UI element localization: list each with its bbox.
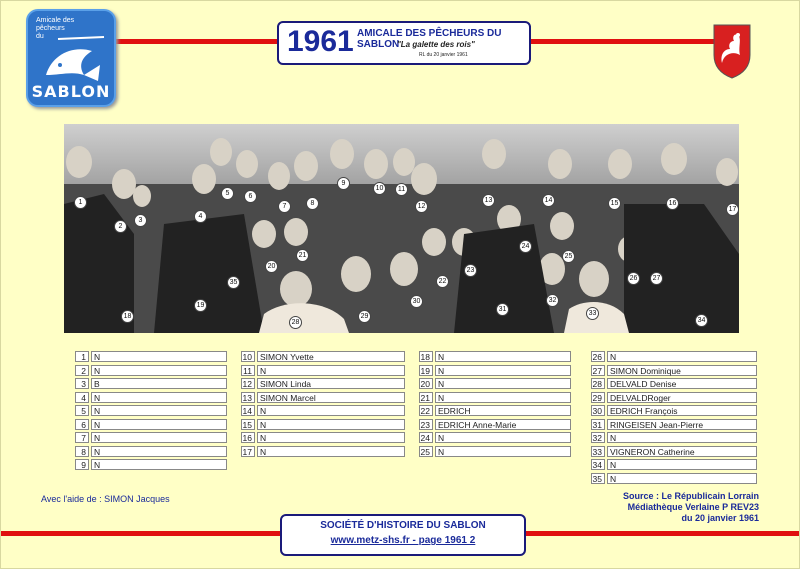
photo-number: 17 xyxy=(726,203,739,216)
source-line-1: Source : Le Républicain Lorrain xyxy=(622,491,759,501)
list-item-number: 6 xyxy=(75,419,89,430)
photo-number: 23 xyxy=(464,264,477,277)
photo-number: 21 xyxy=(296,249,309,262)
list-item-number: 14 xyxy=(241,405,255,416)
list-item-name: EDRICH Anne-Marie xyxy=(435,419,571,430)
photo-number: 30 xyxy=(410,295,423,308)
list-item-name: N xyxy=(91,392,227,403)
list-item-name: SIMON Yvette xyxy=(257,351,405,362)
list-item-number: 15 xyxy=(241,419,255,430)
page-title: AMICALE DES PÊCHEURS DU SABLON xyxy=(357,28,502,50)
list-item-number: 17 xyxy=(241,446,255,457)
photo-number: 8 xyxy=(306,197,319,210)
photo-number: 24 xyxy=(519,240,532,253)
list-item-number: 30 xyxy=(591,405,605,416)
list-item-number: 32 xyxy=(591,432,605,443)
logo-line-3: du xyxy=(36,33,44,40)
list-item-number: 11 xyxy=(241,365,255,376)
list-item-name: EDRICH François xyxy=(607,405,757,416)
list-item-name: N xyxy=(435,365,571,376)
list-item-number: 12 xyxy=(241,378,255,389)
source-line-2: Médiathèque Verlaine P REV23 xyxy=(627,502,759,512)
footer-rule-right xyxy=(520,531,799,536)
source-block xyxy=(601,491,759,524)
list-item-number: 27 xyxy=(591,365,605,376)
list-item-number: 1 xyxy=(75,351,89,362)
photo-number: 28 xyxy=(289,316,302,329)
photo-number: 15 xyxy=(608,197,621,210)
photo-number: 22 xyxy=(436,275,449,288)
photo-number: 32 xyxy=(546,294,559,307)
list-item-number: 34 xyxy=(591,459,605,470)
list-item-name: B xyxy=(91,378,227,389)
source-line-3: du 20 janvier 1961 xyxy=(681,513,759,523)
list-item-name: N xyxy=(91,446,227,457)
list-item-name: N xyxy=(91,351,227,362)
photo-number: 34 xyxy=(695,314,708,327)
list-item-name: SIMON Linda xyxy=(257,378,405,389)
footer-rule-left xyxy=(1,531,283,536)
photo-number: 5 xyxy=(221,187,234,200)
photo-number: 29 xyxy=(358,310,371,323)
list-item-name: DELVALDRoger xyxy=(607,392,757,403)
photo-number: 14 xyxy=(542,194,555,207)
list-item-number: 21 xyxy=(419,392,433,403)
list-item-number: 20 xyxy=(419,378,433,389)
list-item-name: N xyxy=(257,419,405,430)
photo-number: 33 xyxy=(586,307,599,320)
photo-number: 25 xyxy=(562,250,575,263)
list-item-number: 26 xyxy=(591,351,605,362)
list-item-name: N xyxy=(435,432,571,443)
list-item-name: DELVALD Denise xyxy=(607,378,757,389)
list-item-number: 19 xyxy=(419,365,433,376)
list-item-name: SIMON Marcel xyxy=(257,392,405,403)
list-item-name: N xyxy=(607,432,757,443)
list-item-name: EDRICH xyxy=(435,405,571,416)
logo-name: SABLON xyxy=(31,82,111,101)
list-item-name: N xyxy=(257,432,405,443)
list-item-number: 9 xyxy=(75,459,89,470)
list-item-name: N xyxy=(91,405,227,416)
list-item-name: N xyxy=(91,432,227,443)
list-item-number: 3 xyxy=(75,378,89,389)
page-year: 1961 xyxy=(287,25,354,58)
photo-number: 9 xyxy=(337,177,350,190)
list-item-number: 8 xyxy=(75,446,89,457)
list-item-name: N xyxy=(435,378,571,389)
photo-number: 20 xyxy=(265,260,278,273)
list-item-name: N xyxy=(607,351,757,362)
list-item-number: 25 xyxy=(419,446,433,457)
list-item-name: N xyxy=(91,365,227,376)
coat-of-arms-icon xyxy=(712,23,752,79)
photo-number: 13 xyxy=(482,194,495,207)
list-item-name: N xyxy=(607,459,757,470)
photo-number: 19 xyxy=(194,299,207,312)
list-item-number: 13 xyxy=(241,392,255,403)
list-item-name: RINGEISEN Jean-Pierre xyxy=(607,419,757,430)
photo-number: 31 xyxy=(496,303,509,316)
list-item-name: N xyxy=(607,473,757,484)
photo-number: 12 xyxy=(415,200,428,213)
photo-number: 6 xyxy=(244,190,257,203)
list-item-number: 22 xyxy=(419,405,433,416)
list-item-name: N xyxy=(435,392,571,403)
photo-number: 7 xyxy=(278,200,291,213)
list-item-name: N xyxy=(257,365,405,376)
list-item-number: 16 xyxy=(241,432,255,443)
list-item-number: 28 xyxy=(591,378,605,389)
list-item-name: N xyxy=(257,446,405,457)
photo-number: 3 xyxy=(134,214,147,227)
photo-number: 16 xyxy=(666,197,679,210)
photo-number: 35 xyxy=(227,276,240,289)
photo-number: 27 xyxy=(650,272,663,285)
list-item-number: 10 xyxy=(241,351,255,362)
photo-number: 26 xyxy=(627,272,640,285)
logo-line-2: pêcheurs xyxy=(36,25,65,32)
list-item-name: N xyxy=(435,351,571,362)
photo-number: 1 xyxy=(74,196,87,209)
list-item-number: 31 xyxy=(591,419,605,430)
list-item-name: N xyxy=(435,446,571,457)
header-rule-left xyxy=(111,39,281,44)
website-link[interactable]: www.metz-shs.fr - page 1961 2 xyxy=(330,535,476,546)
reference-text: RL du 20 janvier 1961 xyxy=(419,52,468,58)
fish-icon xyxy=(38,35,108,83)
photo-number: 2 xyxy=(114,220,127,233)
list-item-number: 5 xyxy=(75,405,89,416)
list-item-number: 24 xyxy=(419,432,433,443)
list-item-number: 35 xyxy=(591,473,605,484)
footer-box xyxy=(280,514,526,556)
list-item-number: 2 xyxy=(75,365,89,376)
society-name: SOCIÉTÉ D'HISTOIRE DU SABLON xyxy=(320,520,486,531)
club-logo xyxy=(26,9,116,107)
logo-line-1: Amicale des xyxy=(36,17,75,24)
page-subtitle: "La galette des rois" xyxy=(397,40,475,49)
header-rule-right xyxy=(525,39,715,44)
list-item-name: N xyxy=(257,405,405,416)
list-item-number: 29 xyxy=(591,392,605,403)
list-item-number: 33 xyxy=(591,446,605,457)
title-box xyxy=(277,21,531,65)
list-item-name: SIMON Dominique xyxy=(607,365,757,376)
photo-number: 11 xyxy=(395,183,408,196)
list-item-number: 4 xyxy=(75,392,89,403)
list-item-number: 23 xyxy=(419,419,433,430)
list-item-name: N xyxy=(91,459,227,470)
group-photo xyxy=(64,124,739,333)
photo-number: 4 xyxy=(194,210,207,223)
list-item-name: N xyxy=(91,419,227,430)
photo-number: 10 xyxy=(373,182,386,195)
list-item-name: VIGNERON Catherine xyxy=(607,446,757,457)
credit-text: Avec l'aide de : SIMON Jacques xyxy=(41,494,170,504)
photo-number: 18 xyxy=(121,310,134,323)
list-item-number: 7 xyxy=(75,432,89,443)
list-item-number: 18 xyxy=(419,351,433,362)
